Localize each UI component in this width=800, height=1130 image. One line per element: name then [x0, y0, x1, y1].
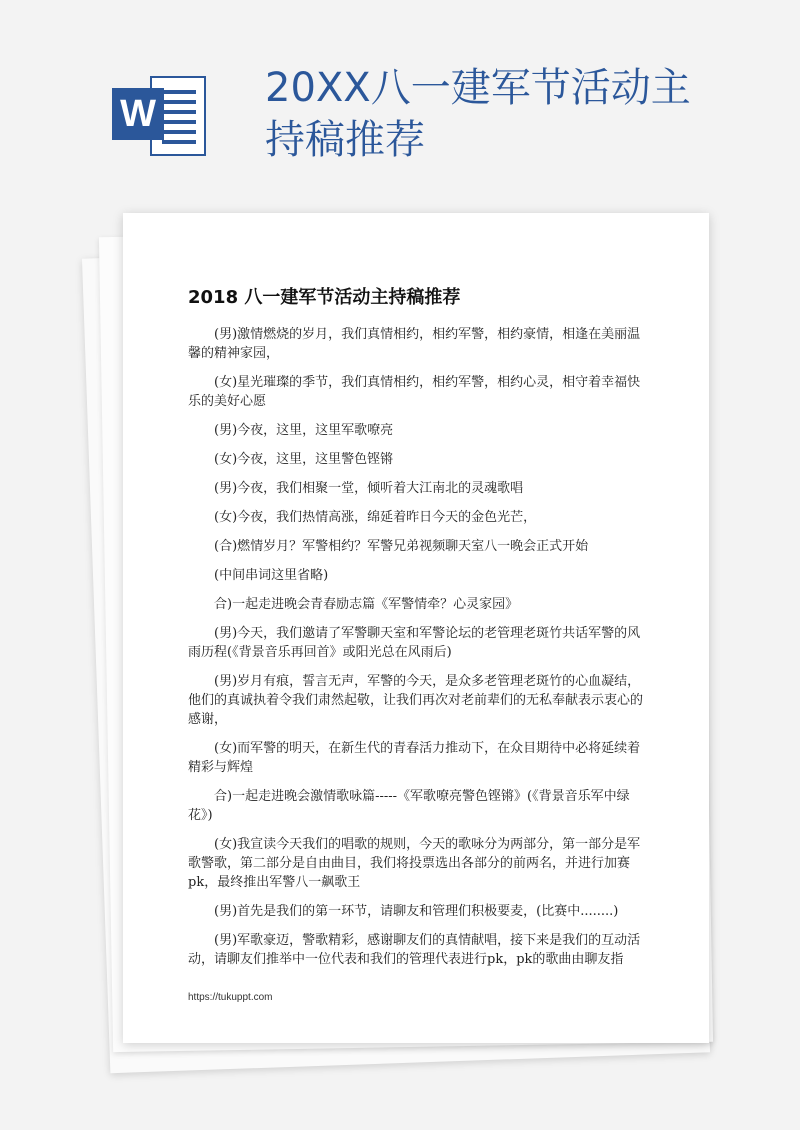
paragraph: (男)今夜，我们相聚一堂，倾听着大江南北的灵魂歌唱 [214, 481, 524, 496]
document-page [123, 213, 709, 1043]
paragraph: (女)我宣读今天我们的唱歌的规则，今天的歌咏分为两部分，第一部分是军歌警歌，第二部分是自由曲目，我们将投票选出各部分的前两名，并进行加赛pk，最终推出军警八一飙歌王 [188, 837, 641, 890]
paragraph: (女)今夜，这里，这里警色铿锵 [214, 452, 394, 467]
paragraph: (合)燃情岁月？军警相约？军警兄弟视频聊天室八一晚会正式开始 [214, 539, 589, 554]
word-document-icon [112, 70, 212, 160]
page-title: 20XX八一建军节活动主持稿推荐 [265, 65, 691, 163]
paragraph: (男)今夜，这里，这里军歌嘹亮 [214, 423, 394, 438]
banner-header [0, 0, 800, 200]
paragraph: 合)一起走进晚会激情歌咏篇-----《军歌嘹亮警色铿锵》(《背景音乐军中绿花》) [188, 789, 630, 823]
document-body [188, 325, 643, 979]
paragraph: (男)首先是我们的第一环节，请聊友和管理们积极要麦，(比赛中........) [214, 904, 619, 919]
paragraph: (男)军歌豪迈，警歌精彩，感谢聊友们的真情献唱，接下来是我们的互动活动，请聊友们推举中一位代表和我们的管理代表进行pk，pk的歌曲由聊友指 [188, 933, 641, 967]
paragraph: (男)岁月有痕，誓言无声，军警的今天，是众多老管理老斑竹的心血凝结，他们的真诚执着令我们肃然起敬，让我们再次对老前辈们的无私奉献表示衷心的感谢， [188, 674, 644, 727]
paragraph: (男)今天，我们邀请了军警聊天室和军警论坛的老管理老斑竹共话军警的风雨历程(《背景音乐再回首》或阳光总在风雨后) [188, 626, 641, 660]
paragraph: (女)而军警的明天，在新生代的青春活力推动下，在众目期待中必将延续着精彩与辉煌 [188, 741, 641, 775]
paragraph: (男)激情燃烧的岁月，我们真情相约，相约军警，相约豪情，相逢在美丽温馨的精神家园， [188, 327, 641, 361]
word-letter-badge: W [112, 88, 164, 140]
footer-link[interactable]: https://tukuppt.com [188, 992, 273, 1003]
paragraph: (女)星光璀璨的季节，我们真情相约，相约军警，相约心灵，相守着幸福快乐的美好心愿 [188, 375, 641, 409]
paragraph: (女)今夜，我们热情高涨，绵延着昨日今天的金色光芒， [214, 510, 537, 525]
paragraph: (中间串词这里省略) [214, 568, 329, 583]
paragraph: 合)一起走进晚会青春励志篇《军警情牵？心灵家园》 [214, 597, 519, 612]
document-title: 2018 八一建军节活动主持稿推荐 [188, 287, 461, 308]
